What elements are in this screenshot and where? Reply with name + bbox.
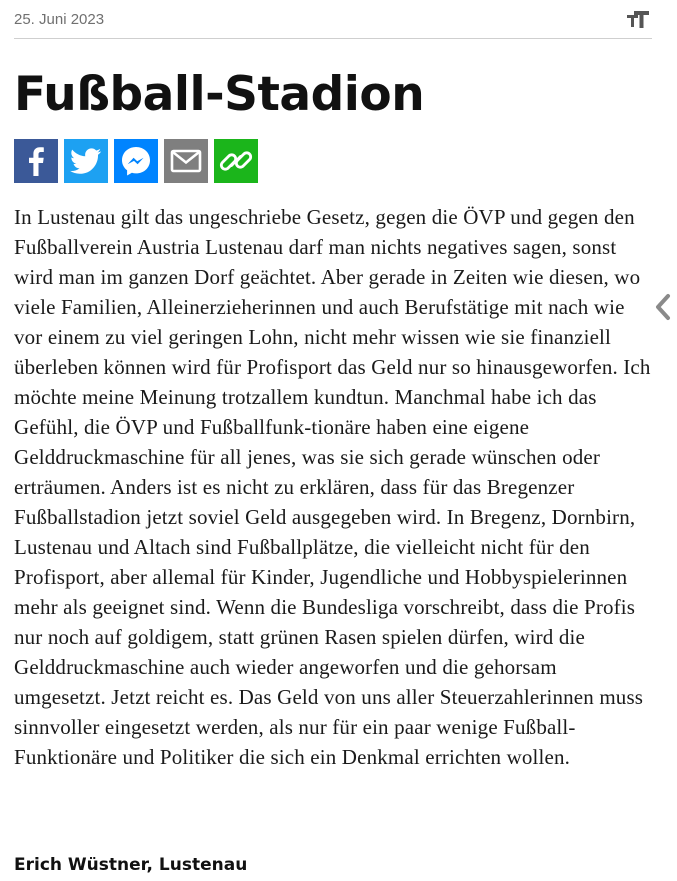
- article-date: 25. Juni 2023: [14, 11, 105, 28]
- chevron-left-icon[interactable]: [652, 293, 674, 321]
- share-email-button[interactable]: [164, 139, 208, 183]
- article-header-bar: [14, 0, 652, 39]
- share-facebook-button[interactable]: [14, 139, 58, 183]
- share-bar: [14, 139, 258, 183]
- link-icon: [214, 139, 258, 183]
- font-size-icon[interactable]: [627, 10, 649, 30]
- mail-icon: [164, 139, 208, 183]
- twitter-icon: [64, 139, 108, 183]
- article-title: Fußball-Stadion: [14, 67, 425, 122]
- article-body: In Lustenau gilt das ungeschriebe Gesetz, gegen die ÖVP und gegen den Fußballverein Austria Lustenau darf man nichts negatives sagen, sonst wird man im ganzen Dorf geächtet. Aber gerade in Zeiten wie diesen, wo viele Familien, Alleinerzieherinnen und auch Berufstätige mit nach wie vor einem zu viel geringen Lohn, nicht mehr wissen wie sie finanziell überleben können wird für Profisport das Geld nur so hinausgeworfen. Ich möchte meine Meinung trotzallem kundtun. Manchmal habe ich das Gefühl, die ÖVP und Fußballfunk-tionäre haben eine eigene Gelddruckmaschine für all jenes, was sie sich gerade wünschen oder erträumen. Anders ist es nicht zu erklären, dass für das Bregenzer Fußballstadion jetzt soviel Geld ausgegeben wird. In Bregenz, Dornbirn, Lustenau und Altach sind Fußballplätze, die vielleicht nicht für den Profisport, aber allemal für Kinder, Jugendliche und Hobbyspielerinnen mehr als geeignet sind. Wenn die Bundesliga vorschreibt, dass die Profis nur noch auf goldigem, statt grünen Rasen spielen dürfen, wird die Gelddruckmaschine auch wieder angeworfen und die gehorsam umgesetzt. Jetzt reicht es. Das Geld von uns aller Steuerzahlerinnen muss sinnvoller eingesetzt werden, als nur für ein paar wenige Fußball-Funktionäre und Politiker die sich ein Denkmal errichten wollen.: [14, 205, 651, 769]
- share-messenger-button[interactable]: [114, 139, 158, 183]
- share-link-button[interactable]: [214, 139, 258, 183]
- messenger-icon: [114, 139, 158, 183]
- facebook-icon: [14, 139, 58, 183]
- share-twitter-button[interactable]: [64, 139, 108, 183]
- article-author: Erich Wüstner, Lustenau: [14, 855, 248, 875]
